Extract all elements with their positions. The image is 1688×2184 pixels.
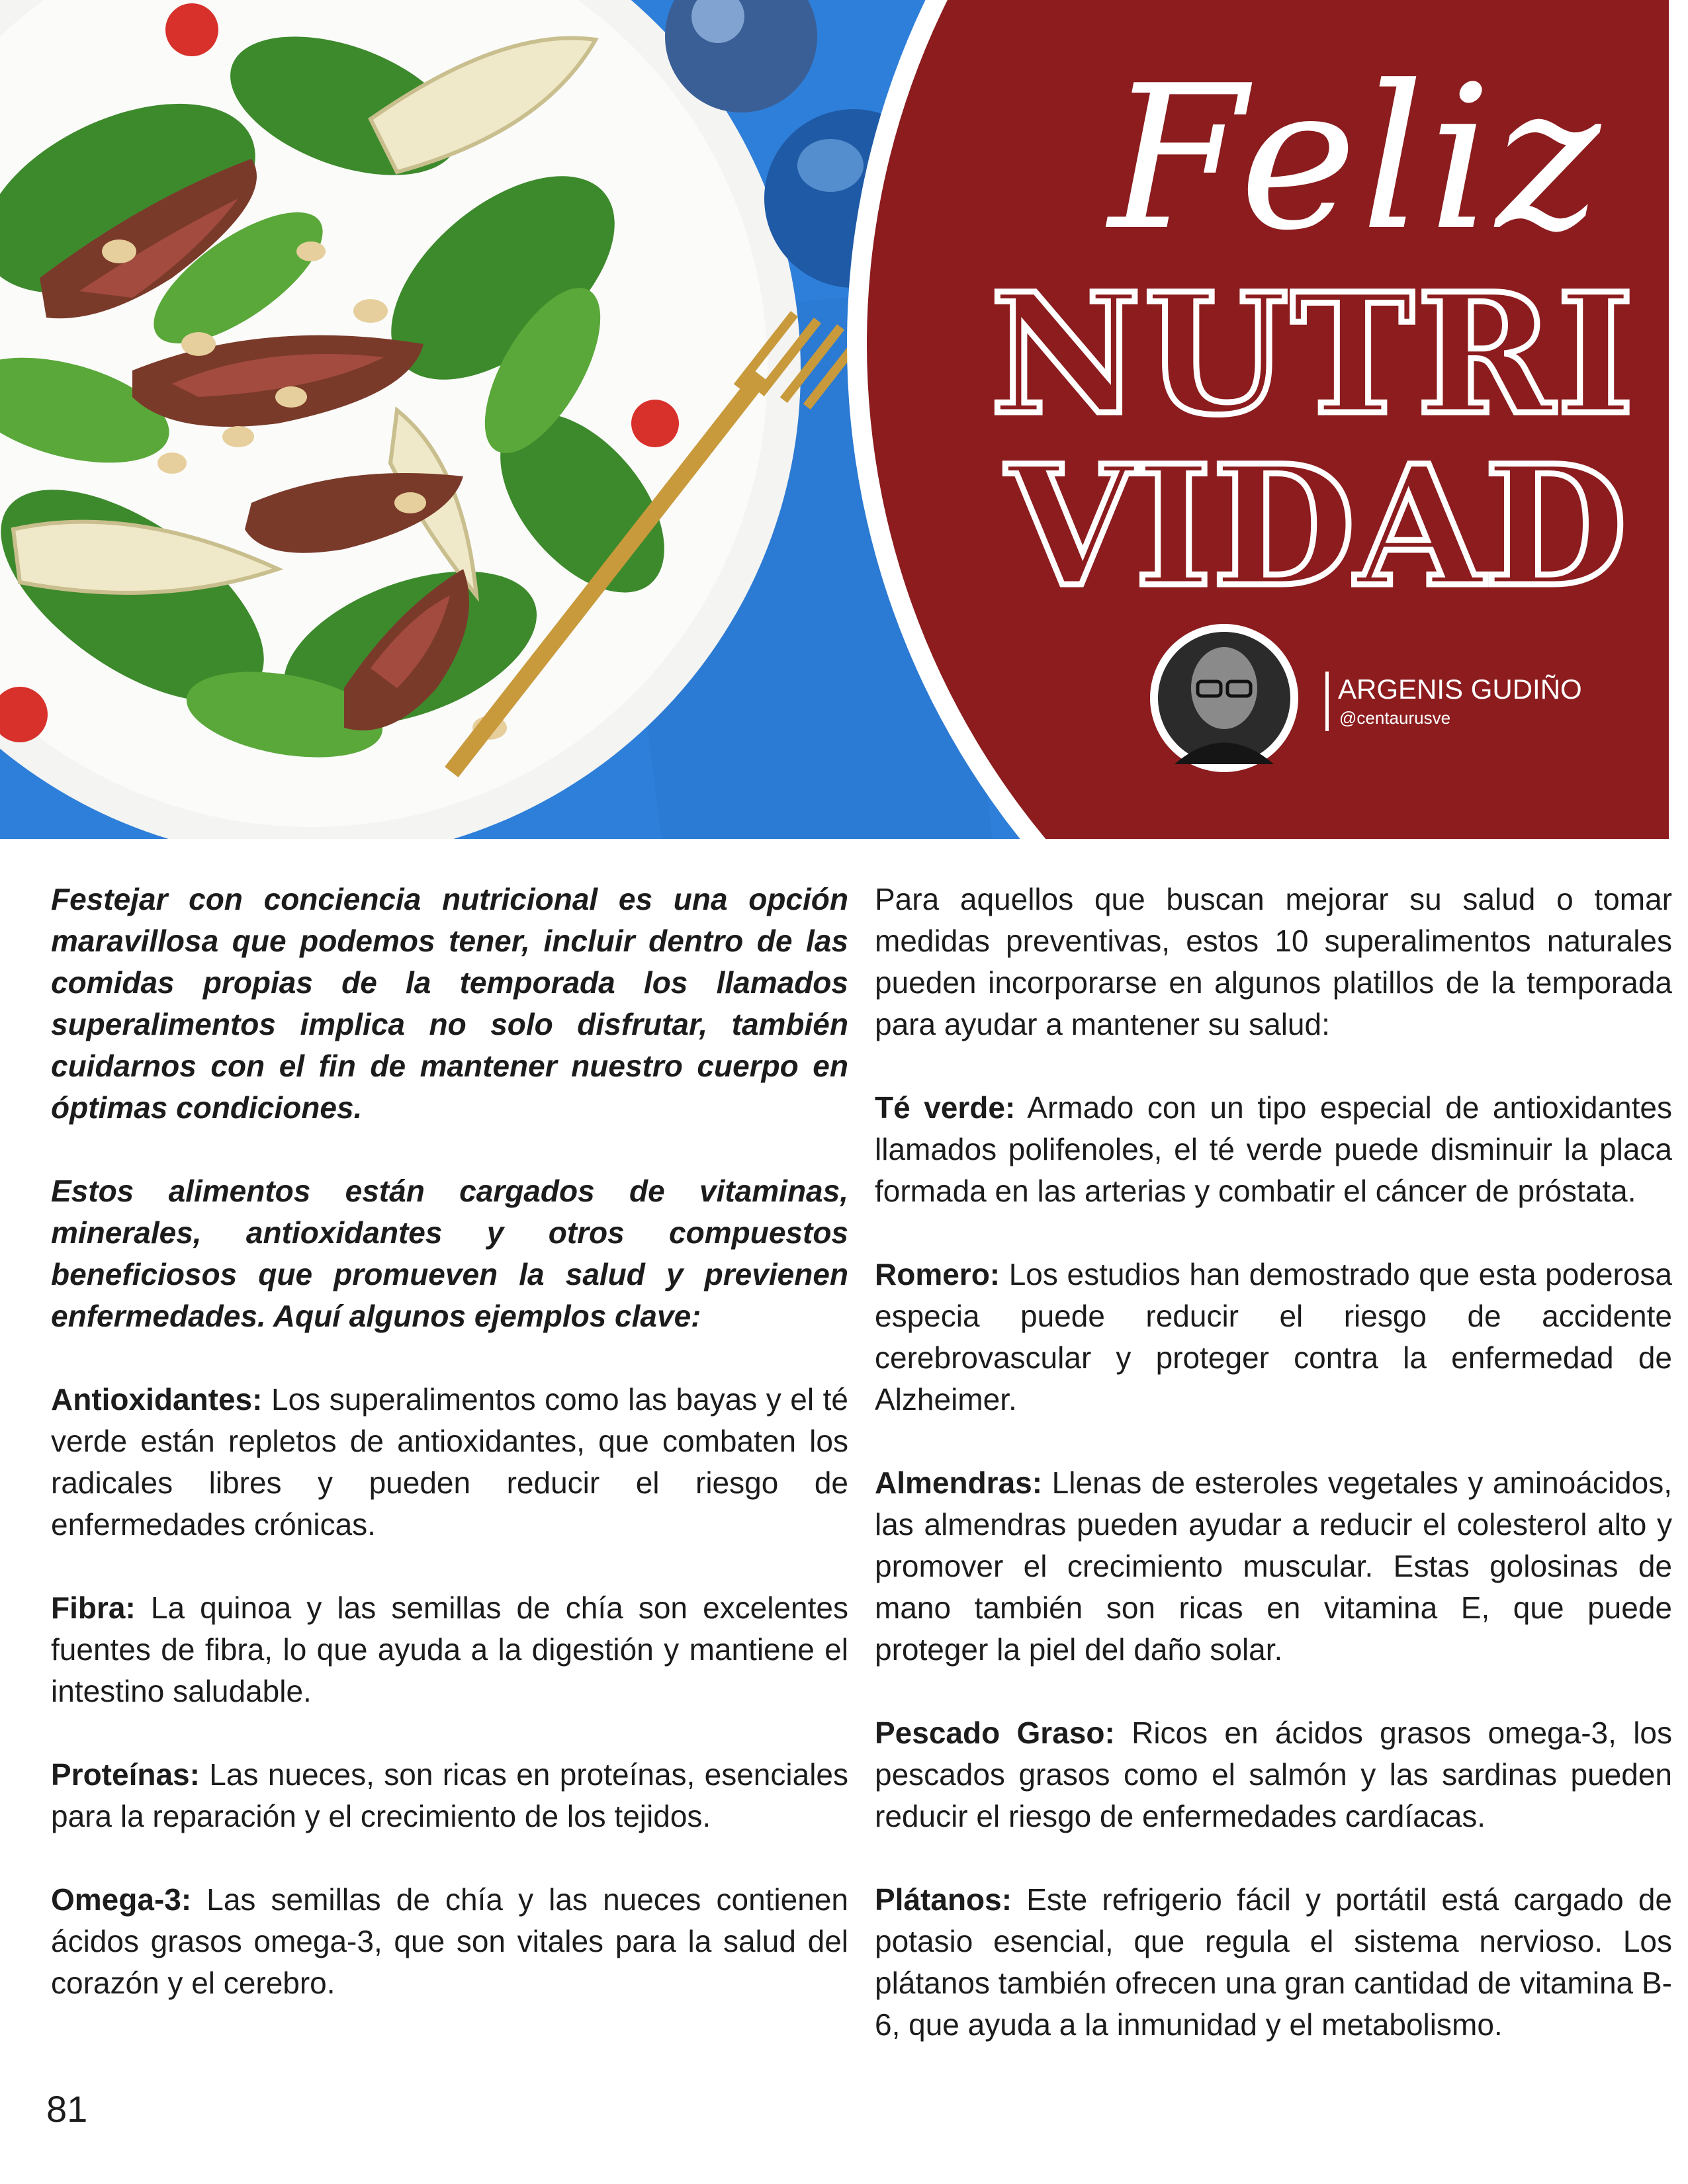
benefit-text: Las nueces, son ricas en proteínas, esenciales para la reparación y el crecimiento de los tejidos. bbox=[51, 1757, 848, 1833]
author-avatar bbox=[1148, 622, 1300, 774]
superfood-text: Ricos en ácidos grasos omega-3, los pescados grasos como el salmón y las sardinas pueden reducir el riesgo de enfermedades cardíacas. bbox=[875, 1716, 1672, 1833]
superfood-text: Armado con un tipo especial de antioxidantes llamados polifenoles, el té verde puede disminuir la placa formada en las arterias y combatir el cáncer de próstata. bbox=[875, 1090, 1672, 1208]
benefit-item bbox=[51, 1879, 848, 2004]
superfood-item bbox=[875, 1254, 1672, 1420]
benefit-text: Las semillas de chía y las nueces contienen ácidos grasos omega-3, que son vitales para la salud del corazón y el cerebro. bbox=[51, 1882, 848, 2000]
author-handle: @centaurusve bbox=[1339, 708, 1451, 728]
benefit-text: Los superalimentos como las bayas y el té verde están repletos de antioxidantes, que combaten los radicales libres y pueden reducir el riesgo de enfermedades crónicas. bbox=[51, 1382, 848, 1542]
superfood-term: Romero: bbox=[875, 1257, 1000, 1291]
superfood-item bbox=[875, 1087, 1672, 1212]
title-script-feliz: Feliz bbox=[1108, 43, 1605, 274]
benefit-term: Antioxidantes: bbox=[51, 1382, 263, 1417]
benefit-item bbox=[51, 1754, 848, 1837]
superfood-item bbox=[875, 1879, 1672, 2046]
superfood-term: Plátanos: bbox=[875, 1882, 1012, 1917]
superfood-term: Almendras: bbox=[875, 1465, 1043, 1500]
title-nutri: NUTRI bbox=[990, 257, 1637, 451]
benefit-term: Omega-3: bbox=[51, 1882, 192, 1917]
superfood-text: Los estudios han demostrado que esta poderosa especia puede reducir el riesgo de accidente cerebrovascular y proteger contra la enfermedad de Alzheimer. bbox=[875, 1257, 1672, 1417]
superfood-item bbox=[875, 1462, 1672, 1671]
benefit-term: Fibra: bbox=[51, 1591, 136, 1625]
title-vidad: VIDAD bbox=[1006, 429, 1628, 623]
superfood-item bbox=[875, 1712, 1672, 1837]
superfood-term: Té verde: bbox=[875, 1090, 1016, 1125]
superfood-term: Pescado Graso: bbox=[875, 1716, 1115, 1750]
left-column bbox=[51, 879, 848, 2046]
intro-paragraph: Festejar con conciencia nutricional es una opción maravillosa que podemos tener, incluir dentro de las comidas propias de la temporada los llamados superalimentos implica no solo disfrutar, también cuidarnos con el fin de mantener nuestro cuerpo en óptimas condiciones. bbox=[51, 882, 848, 1125]
superfood-text: Llenas de esteroles vegetales y aminoácidos, las almendras pueden ayudar a reducir el colesterol alto y promover el crecimiento muscular. Estas golosinas de mano también son ricas en vitamina E, que puede proteger la piel del daño solar. bbox=[875, 1465, 1672, 1667]
intro-paragraph: Para aquellos que buscan mejorar su salud o tomar medidas preventivas, estos 10 superalimentos naturales pueden incorporarse en algunos platillos de la temporada para ayudar a mantener su salud: bbox=[875, 882, 1672, 1041]
header-banner bbox=[0, 0, 1688, 839]
author-divider bbox=[1325, 672, 1329, 731]
benefit-text: La quinoa y las semillas de chía son excelentes fuentes de fibra, lo que ayuda a la digestión y mantiene el intestino saludable. bbox=[51, 1591, 848, 1708]
benefit-term: Proteínas: bbox=[51, 1757, 200, 1792]
page-number: 81 bbox=[46, 2088, 88, 2130]
benefit-item bbox=[51, 1587, 848, 1712]
superfood-text: Este refrigerio fácil y portátil está cargado de potasio esencial, que regula el sistema nervioso. Los plátanos también ofrecen una gran cantidad de vitamina B-6, que ayuda a la inmunidad y el metabolismo. bbox=[875, 1882, 1672, 2042]
intro-paragraph: Estos alimentos están cargados de vitaminas, minerales, antioxidantes y otros compuestos beneficiosos que promueven la salud y previenen enfermedades. Aquí algunos ejemplos clave: bbox=[51, 1174, 848, 1333]
author-name: ARGENIS GUDIÑO bbox=[1338, 674, 1582, 705]
right-column bbox=[875, 879, 1672, 2087]
benefit-item bbox=[51, 1379, 848, 1546]
